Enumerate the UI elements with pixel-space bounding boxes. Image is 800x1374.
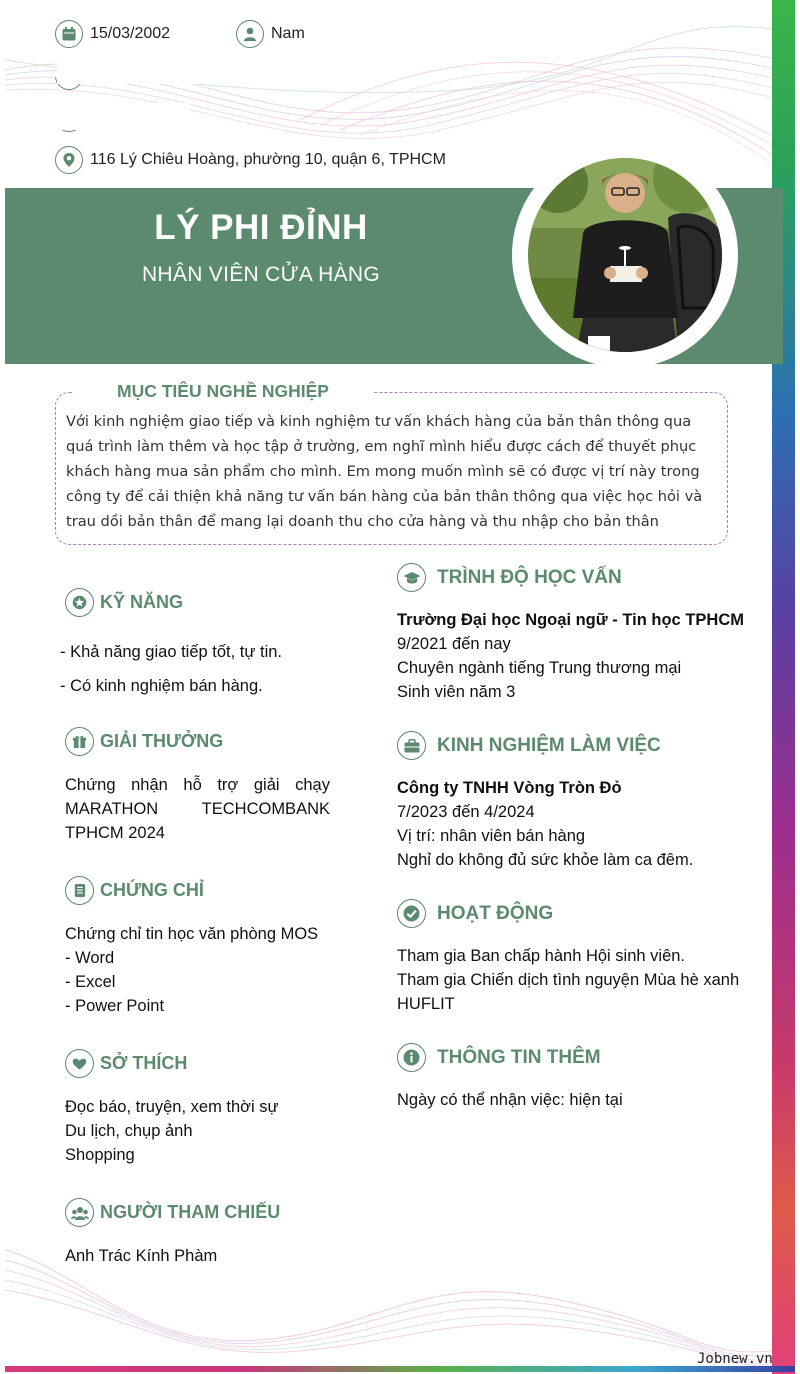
education-heading: TRÌNH ĐỘ HỌC VẤN: [437, 566, 622, 588]
job-title: NHÂN VIÊN CỬA HÀNG: [141, 263, 381, 286]
education-details: [397, 608, 744, 704]
footer-brand: Jobnew.vn: [697, 1351, 773, 1367]
company-name: Công ty TNHH Vòng Tròn Đỏ: [397, 779, 622, 797]
candidate-name: LÝ PHI ĐỈNH: [154, 208, 368, 247]
certificate-line: - Excel: [65, 973, 116, 991]
references-heading: NGƯỜI THAM CHIẾU: [100, 1202, 281, 1222]
hobbies-heading: SỞ THÍCH: [100, 1053, 188, 1073]
hobby-line: Du lịch, chụp ảnh: [65, 1122, 193, 1140]
section-experience: [397, 731, 661, 760]
additional-heading: THÔNG TIN THÊM: [437, 1046, 601, 1068]
redaction-block: [57, 103, 189, 130]
awards-text: Chứng nhận hỗ trợ giải chạy MARATHON TECHCOMBANK TPHCM 2024: [65, 776, 330, 842]
section-hobbies: [65, 1049, 187, 1078]
gender-text: Nam: [271, 25, 305, 42]
education-line: Sinh viên năm 3: [397, 683, 516, 701]
skill-item: - Khả năng giao tiếp tốt, tự tin.: [60, 643, 283, 661]
gradient-bottom-bar: [5, 1366, 795, 1372]
certificates-list: [65, 922, 318, 1018]
section-additional-info: [397, 1043, 601, 1072]
contact-address: [55, 146, 446, 174]
checkmark-icon: [397, 899, 426, 928]
dob-text: 15/03/2002: [90, 25, 171, 42]
education-line: 9/2021 đến nay: [397, 635, 511, 653]
profile-photo: [528, 158, 722, 352]
certificate-line: Chứng chỉ tin học văn phòng MOS: [65, 925, 319, 943]
star-icon: [65, 588, 94, 617]
heart-icon: [65, 1049, 94, 1078]
activity-line: Tham gia Chiến dịch tình nguyện Mùa hè xanh HUFLIT: [397, 971, 740, 1013]
graduation-cap-icon: [397, 563, 426, 592]
calendar-icon: [55, 20, 83, 48]
hobby-line: Đọc báo, truyện, xem thời sự: [65, 1098, 279, 1116]
activity-line: Tham gia Ban chấp hành Hội sinh viên.: [397, 947, 686, 965]
section-certificates: [65, 876, 204, 905]
education-line: Chuyên ngành tiếng Trung thương mại: [397, 659, 682, 677]
skill-item: - Có kinh nghiệm bán hàng.: [60, 677, 263, 695]
certificate-line: - Power Point: [65, 997, 165, 1015]
section-awards: [65, 727, 223, 756]
gift-icon: [65, 727, 94, 756]
info-icon: [397, 1043, 426, 1072]
briefcase-icon: [397, 731, 426, 760]
awards-heading: GIẢI THƯỞNG: [100, 731, 224, 751]
experience-line: 7/2023 đến 4/2024: [397, 803, 535, 821]
reference-line: Anh Trác Kính Phàm: [65, 1247, 218, 1265]
certificate-line: - Word: [65, 949, 115, 967]
location-pin-icon: [55, 146, 83, 174]
experience-line: Vị trí: nhân viên bán hàng: [397, 827, 586, 845]
contact-dob: [55, 20, 170, 48]
people-icon: [65, 1198, 94, 1227]
section-activities: [397, 899, 553, 928]
objective-heading: MỤC TIÊU NGHỀ NGHIỆP: [72, 381, 374, 402]
section-education: [397, 563, 622, 592]
experience-heading: KINH NGHIỆM LÀM VIỆC: [437, 734, 661, 756]
person-icon: [236, 20, 264, 48]
objective-text: Với kinh nghiệm giao tiếp và kinh nghiệm tư vấn khách hàng của bản thân thông qua quá trình làm thêm và học tập ở trường, em nghĩ mình hiểu được cách để thuyết phục khách hàng mua sản phẩm cho mình. Em mong muốn mình sẽ có được vị trí này trong công ty để cải thiện khả năng tư vấn bán hàng của bản thân thông qua việc học hỏi và trau dồi bản thân để mang lại doanh thu cho cửa hàng và thu nhập cho bản thân: [66, 413, 703, 530]
redaction-block: [57, 62, 317, 84]
activities-heading: HOẠT ĐỘNG: [437, 902, 554, 924]
address-text: 116 Lý Chiêu Hoàng, phường 10, quận 6, TPHCM: [90, 151, 446, 168]
certificates-heading: CHỨNG CHỈ: [100, 880, 204, 900]
contact-gender: [236, 20, 305, 48]
hobby-line: Shopping: [65, 1146, 135, 1164]
section-skills: [65, 588, 183, 617]
section-references: [65, 1198, 280, 1227]
hobbies-list: [65, 1095, 279, 1167]
activities-details: [397, 944, 757, 1016]
school-name: Trường Đại học Ngoại ngữ - Tin học TPHCM: [397, 611, 744, 629]
skills-heading: KỸ NĂNG: [100, 592, 184, 612]
certificate-icon: [65, 876, 94, 905]
experience-line: Nghỉ do không đủ sức khỏe làm ca đêm.: [397, 851, 694, 869]
additional-line: Ngày có thể nhận việc: hiện tại: [397, 1091, 623, 1109]
experience-details: [397, 776, 693, 872]
